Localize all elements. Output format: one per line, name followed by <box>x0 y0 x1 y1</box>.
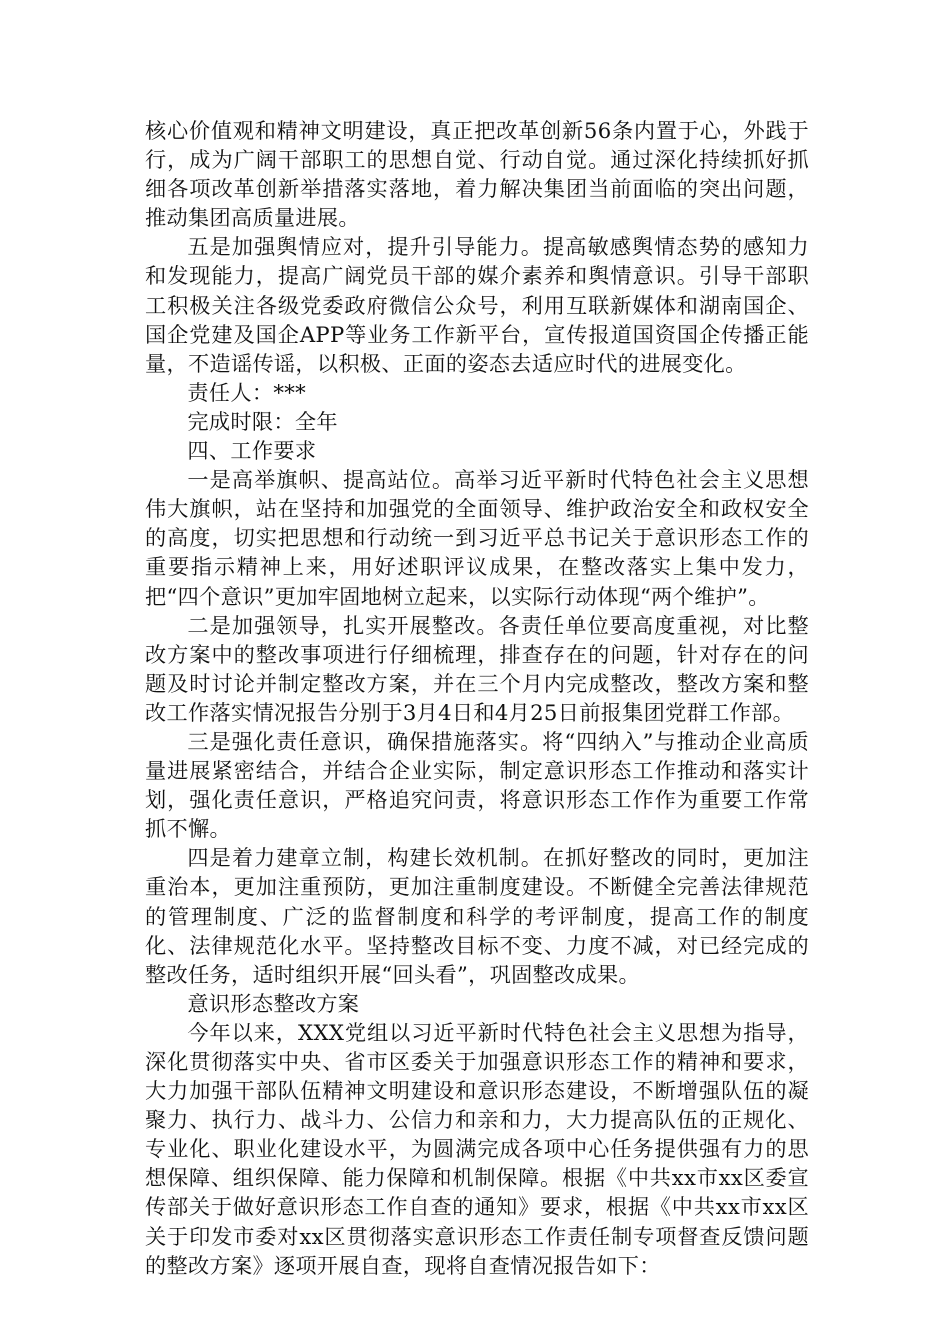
paragraph-public-opinion: 五是加强舆情应对，提升引导能力。提高敏感舆情态势的感知力和发现能力，提高广阔党员干部的媒介素养和舆情意识。引导干部职工积极关注各级党委政府微信公众号，利用互联新媒体和湖南国企、国企党建及国企APP等业务工作新平台，宣传报道国资国企传播正能量，不造谣传谣，以积极、正面的姿态去适应时代的进展变化。 <box>145 234 809 376</box>
section-heading-work-requirements: 四、工作要求 <box>187 438 317 464</box>
paragraph-requirement-two: 二是加强领导，扎实开展整改。各责任单位要高度重视，对比整改方案中的整改事项进行仔细梳理，排查存在的问题，针对存在的问题及时讨论并制定整改方案，并在三个月内完成整改，整改方案和整改工作落实情况报告分别于3月4日和4月25日前报集团党群工作部。 <box>145 612 809 725</box>
paragraph-requirement-four: 四是着力建章立制，构建长效机制。在抓好整改的同时，更加注重治本，更加注重预防，更加注重制度建设。不断健全完善法律规范的管理制度、广泛的监督制度和科学的考评制度，提高工作的制度化、法律规范化水平。坚持整改目标不变、力度不减，对已经完成的整改任务，适时组织开展“回头看”，巩固整改成果。 <box>145 845 809 987</box>
paragraph-requirement-three: 三是强化责任意识，确保措施落实。将“四纳入”与推动企业高质量进展紧密结合，并结合企业实际，制定意识形态工作推动和落实计划，强化责任意识，严格追究问责，将意识形态工作作为重要工作常抓不懈。 <box>145 728 809 842</box>
completion-deadline: 完成时限：全年 <box>187 408 338 434</box>
document-body <box>145 116 809 1280</box>
responsible-person: 责任人：*** <box>187 379 307 405</box>
paragraph-self-inspection-intro: 今年以来，XXX党组以习近平新时代特色社会主义思想为指导，深化贯彻落实中央、省市区委关于加强意识形态工作的精神和要求，大力加强干部队伍精神文明建设和意识形态建设，不断增强队伍的凝聚力、执行力、战斗力、公信力和亲和力，大力提高队伍的正规化、专业化、职业化建设水平，为圆满完成各项中心任务提供强有力的思想保障、组织保障、能力保障和机制保障。根据《中共xx市xx区委宣传部关于做好意识形态工作自查的通知》要求，根据《中共xx市xx区关于印发市委对xx区贯彻落实意识形态工作责任制专项督查反馈问题的整改方案》逐项开展自查，现将自查情况报告如下： <box>145 1019 809 1278</box>
document-subtitle: 意识形态整改方案 <box>187 990 360 1016</box>
paragraph-core-values: 核心价值观和精神文明建设，真正把改革创新56条内置于心，外践于行，成为广阔干部职工的思想自觉、行动自觉。通过深化持续抓好抓细各项改革创新举措落实落地，着力解决集团当前面临的突出问题，推动集团高质量进展。 <box>145 118 809 231</box>
paragraph-requirement-one: 一是高举旗帜、提高站位。高举习近平新时代特色社会主义思想伟大旗帜，站在坚持和加强党的全面领导、维护政治安全和政权安全的高度，切实把思想和行动统一到习近平总书记关于意识形态工作的重要指示精神上来，用好述职评议成果，在整改落实上集中发力，把“四个意识”更加牢固地树立起来，以实际行动体现“两个维护”。 <box>145 467 809 609</box>
